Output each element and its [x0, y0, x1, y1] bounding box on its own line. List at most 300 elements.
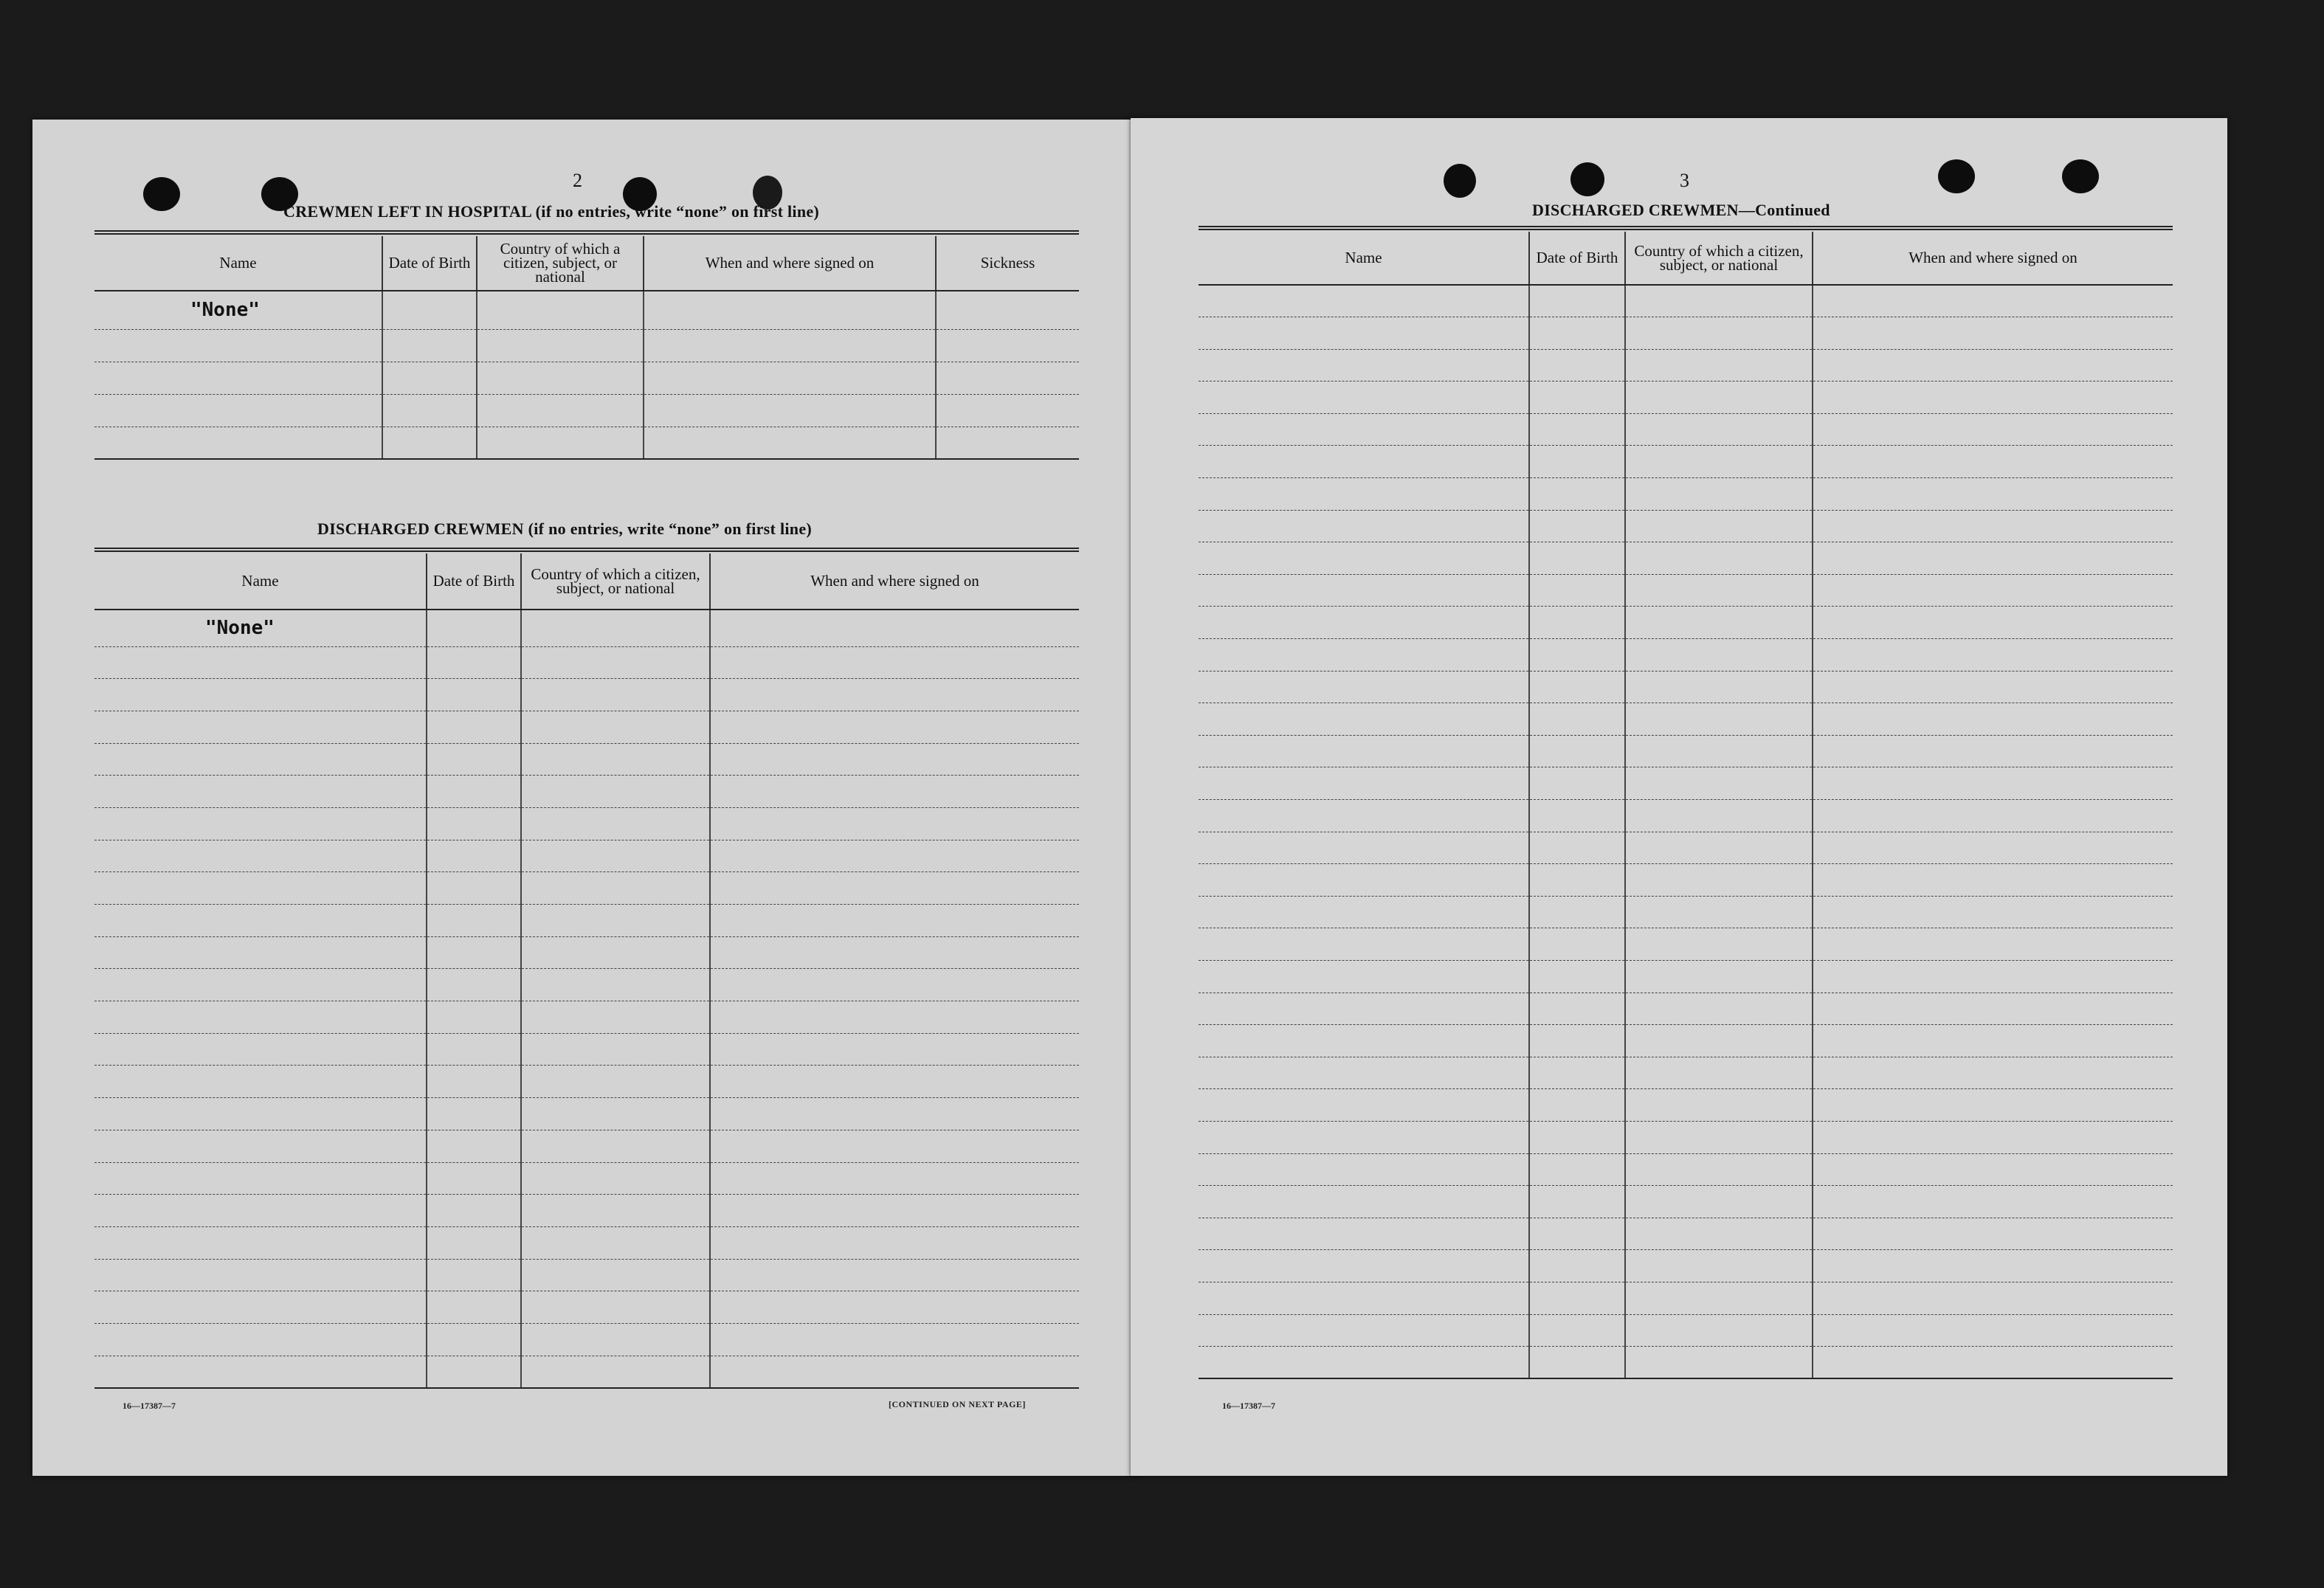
table-cell[interactable] — [94, 936, 427, 969]
table-cell[interactable] — [1625, 446, 1813, 478]
table-cell[interactable] — [94, 1098, 427, 1130]
table-cell[interactable] — [1199, 1153, 1529, 1186]
table-row — [1199, 639, 2173, 672]
table-cell[interactable] — [1199, 992, 1529, 1025]
table-cell[interactable] — [94, 362, 382, 394]
table-row — [94, 646, 1079, 679]
table-cell[interactable] — [1625, 864, 1813, 897]
discharged-first-entry[interactable]: "None" — [94, 610, 427, 646]
table-cell[interactable] — [644, 291, 936, 329]
page-number: 3 — [1680, 170, 1689, 191]
table-cell[interactable] — [1813, 607, 2173, 639]
table-cell[interactable] — [521, 646, 710, 679]
table-cell[interactable] — [1813, 510, 2173, 542]
table-cell[interactable] — [1813, 349, 2173, 382]
table-cell[interactable] — [1813, 671, 2173, 703]
table-cell[interactable] — [521, 711, 710, 743]
table-cell[interactable] — [94, 743, 427, 776]
continued-title-main: DISCHARGED CREWMEN — [1532, 201, 1739, 219]
continued-note: [CONTINUED ON NEXT PAGE] — [889, 1399, 1026, 1409]
table-cell[interactable] — [521, 969, 710, 1001]
table-cell[interactable] — [382, 329, 477, 362]
table-cell[interactable] — [427, 1195, 521, 1227]
table-cell[interactable] — [521, 872, 710, 905]
table-cell[interactable] — [1813, 992, 2173, 1025]
table-cell[interactable] — [477, 394, 644, 427]
table-cell[interactable] — [1813, 1250, 2173, 1283]
table-cell[interactable] — [94, 711, 427, 743]
table-cell[interactable] — [710, 1259, 1079, 1291]
table-cell[interactable] — [427, 1323, 521, 1356]
table-cell[interactable] — [382, 394, 477, 427]
table-cell[interactable] — [710, 1162, 1079, 1195]
table-cell[interactable] — [477, 291, 644, 329]
table-cell[interactable] — [1199, 1250, 1529, 1283]
table-cell[interactable] — [1813, 317, 2173, 350]
table-cell[interactable] — [1529, 671, 1625, 703]
table-row — [1199, 992, 2173, 1025]
table-cell[interactable] — [1625, 1153, 1813, 1186]
table-cell[interactable] — [1199, 896, 1529, 928]
table-row — [94, 872, 1079, 905]
table-row — [94, 1098, 1079, 1130]
table-row — [1199, 864, 2173, 897]
table-row — [1199, 382, 2173, 414]
table-cell[interactable] — [1529, 864, 1625, 897]
table-cell[interactable] — [1625, 607, 1813, 639]
table-cell[interactable] — [1199, 510, 1529, 542]
table-cell[interactable] — [94, 427, 382, 459]
table-cell[interactable] — [1199, 285, 1529, 317]
table-row — [94, 905, 1079, 937]
table-cell[interactable] — [1813, 1057, 2173, 1089]
table-cell[interactable] — [521, 610, 710, 646]
table-row — [1199, 1186, 2173, 1218]
table-cell[interactable] — [1529, 1282, 1625, 1314]
table-cell[interactable] — [1199, 1282, 1529, 1314]
table-row — [1199, 1250, 2173, 1283]
table-cell[interactable] — [1199, 349, 1529, 382]
table-cell[interactable] — [1813, 960, 2173, 992]
table-row — [1199, 800, 2173, 832]
table-row — [1199, 349, 2173, 382]
table-cell[interactable] — [1199, 478, 1529, 511]
table-cell[interactable] — [477, 362, 644, 394]
table-cell[interactable] — [1199, 542, 1529, 575]
table-cell[interactable] — [1813, 1347, 2173, 1379]
table-cell[interactable] — [936, 427, 1079, 459]
table-cell[interactable] — [1199, 1025, 1529, 1057]
table-cell[interactable] — [521, 1195, 710, 1227]
table-cell[interactable] — [1199, 382, 1529, 414]
table-cell[interactable] — [1625, 1025, 1813, 1057]
table-cell[interactable] — [1813, 1218, 2173, 1250]
table-cell[interactable] — [710, 679, 1079, 711]
table-cell[interactable] — [427, 1001, 521, 1034]
table-cell[interactable] — [1199, 1089, 1529, 1122]
table-row — [94, 1259, 1079, 1291]
table-cell[interactable] — [1199, 1121, 1529, 1153]
table-cell[interactable] — [1625, 800, 1813, 832]
table-cell[interactable] — [644, 394, 936, 427]
continued-section-title — [1532, 201, 1830, 220]
table-cell[interactable] — [521, 1226, 710, 1259]
table-cell[interactable] — [1813, 1025, 2173, 1057]
table-cell[interactable] — [1529, 1153, 1625, 1186]
table-cell[interactable] — [94, 329, 382, 362]
table-cell[interactable] — [521, 1066, 710, 1098]
table-cell[interactable] — [94, 394, 382, 427]
table-cell[interactable] — [477, 329, 644, 362]
table-cell[interactable] — [1813, 767, 2173, 800]
table-cell[interactable] — [1625, 542, 1813, 575]
hospital-first-entry[interactable]: "None" — [94, 291, 382, 329]
table-cell[interactable] — [710, 905, 1079, 937]
table-cell[interactable] — [94, 1323, 427, 1356]
table-cell[interactable] — [427, 1162, 521, 1195]
table-cell[interactable] — [710, 1356, 1079, 1388]
table-cell[interactable] — [710, 776, 1079, 808]
table-cell[interactable] — [94, 840, 427, 872]
table-row — [94, 1001, 1079, 1034]
table-row — [94, 1162, 1079, 1195]
table-cell[interactable] — [94, 1259, 427, 1291]
table-cell[interactable] — [1199, 960, 1529, 992]
discharged-top-rule — [94, 548, 1079, 552]
table-cell[interactable] — [1625, 832, 1813, 864]
table-cell[interactable] — [1813, 1121, 2173, 1153]
table-cell[interactable] — [1625, 735, 1813, 767]
table-cell[interactable] — [521, 1323, 710, 1356]
table-cell[interactable] — [94, 1291, 427, 1324]
table-row — [1199, 928, 2173, 961]
table-cell[interactable] — [94, 807, 427, 840]
table-cell[interactable] — [1625, 382, 1813, 414]
table-cell[interactable] — [1529, 928, 1625, 961]
table-cell[interactable] — [94, 1162, 427, 1195]
table-cell[interactable] — [710, 1226, 1079, 1259]
table-cell[interactable] — [1625, 767, 1813, 800]
table-cell[interactable] — [1625, 960, 1813, 992]
table-cell[interactable] — [1529, 510, 1625, 542]
table-cell[interactable] — [1529, 800, 1625, 832]
table-cell[interactable] — [1529, 639, 1625, 672]
table-cell[interactable] — [382, 427, 477, 459]
table-cell[interactable] — [936, 329, 1079, 362]
table-cell[interactable] — [1529, 1057, 1625, 1089]
table-cell[interactable] — [1199, 413, 1529, 446]
table-cell[interactable] — [521, 1291, 710, 1324]
table-cell[interactable] — [1529, 349, 1625, 382]
table-cell[interactable] — [1529, 285, 1625, 317]
discharged-table — [94, 553, 1079, 1389]
table-cell[interactable] — [1199, 800, 1529, 832]
table-cell[interactable] — [521, 776, 710, 808]
table-cell[interactable] — [1813, 542, 2173, 575]
table-cell[interactable] — [1813, 864, 2173, 897]
table-cell[interactable] — [1625, 1186, 1813, 1218]
table-row — [1199, 1057, 2173, 1089]
table-cell[interactable] — [1625, 317, 1813, 350]
table-cell[interactable] — [1625, 285, 1813, 317]
table-cell[interactable] — [1625, 1089, 1813, 1122]
right-page — [1131, 118, 2227, 1476]
table-cell[interactable] — [1813, 735, 2173, 767]
table-cell[interactable] — [1199, 1186, 1529, 1218]
table-cell[interactable] — [521, 679, 710, 711]
table-cell[interactable] — [1625, 671, 1813, 703]
table-cell[interactable] — [521, 936, 710, 969]
table-cell[interactable] — [1529, 960, 1625, 992]
table-cell[interactable] — [427, 1259, 521, 1291]
table-cell[interactable] — [1199, 864, 1529, 897]
table-cell[interactable] — [1625, 1057, 1813, 1089]
table-cell[interactable] — [710, 1066, 1079, 1098]
table-cell[interactable] — [1625, 1282, 1813, 1314]
table-row — [1199, 1089, 2173, 1122]
table-cell[interactable] — [1813, 896, 2173, 928]
table-cell[interactable] — [427, 1356, 521, 1388]
table-cell[interactable] — [1529, 1121, 1625, 1153]
table-cell[interactable] — [1529, 832, 1625, 864]
table-cell[interactable] — [94, 1001, 427, 1034]
table-cell[interactable] — [521, 1130, 710, 1162]
table-cell[interactable] — [427, 969, 521, 1001]
table-cell[interactable] — [710, 743, 1079, 776]
table-cell[interactable] — [1625, 478, 1813, 511]
table-cell[interactable] — [1199, 767, 1529, 800]
table-cell[interactable] — [710, 1130, 1079, 1162]
table-cell[interactable] — [1199, 446, 1529, 478]
table-cell[interactable] — [1625, 703, 1813, 736]
table-cell[interactable] — [1199, 671, 1529, 703]
table-cell[interactable] — [936, 291, 1079, 329]
table-cell[interactable] — [710, 1291, 1079, 1324]
table-cell[interactable] — [1199, 1057, 1529, 1089]
table-cell[interactable] — [1199, 703, 1529, 736]
table-cell[interactable] — [1625, 574, 1813, 607]
table-cell[interactable] — [427, 1226, 521, 1259]
table-row — [94, 1291, 1079, 1324]
table-cell[interactable] — [1199, 317, 1529, 350]
table-cell[interactable] — [1625, 349, 1813, 382]
table-cell[interactable] — [427, 1130, 521, 1162]
table-cell[interactable] — [710, 610, 1079, 646]
table-cell[interactable] — [1813, 1314, 2173, 1347]
table-cell[interactable] — [1625, 1218, 1813, 1250]
table-cell[interactable] — [1529, 1025, 1625, 1057]
table-cell[interactable] — [94, 872, 427, 905]
table-cell[interactable] — [1625, 510, 1813, 542]
table-cell[interactable] — [1529, 1218, 1625, 1250]
table-cell[interactable] — [1529, 896, 1625, 928]
table-cell[interactable] — [1529, 382, 1625, 414]
table-cell[interactable] — [427, 610, 521, 646]
table-cell[interactable] — [94, 1195, 427, 1227]
table-cell[interactable] — [1625, 1347, 1813, 1379]
table-cell[interactable] — [1625, 1314, 1813, 1347]
hospital-title-main: CREWMEN LEFT IN HOSPITAL — [283, 202, 531, 221]
table-row — [1199, 542, 2173, 575]
table-cell[interactable] — [521, 1259, 710, 1291]
table-cell[interactable] — [1625, 413, 1813, 446]
table-cell[interactable] — [94, 776, 427, 808]
table-cell[interactable] — [521, 1356, 710, 1388]
form-code: 16—17387—7 — [123, 1401, 176, 1411]
table-cell[interactable] — [644, 362, 936, 394]
table-cell[interactable] — [427, 1033, 521, 1066]
table-cell[interactable] — [1199, 639, 1529, 672]
table-cell[interactable] — [94, 969, 427, 1001]
table-cell[interactable] — [1199, 735, 1529, 767]
table-cell[interactable] — [521, 1033, 710, 1066]
table-cell[interactable] — [1813, 446, 2173, 478]
table-cell[interactable] — [1529, 703, 1625, 736]
table-cell[interactable] — [382, 291, 477, 329]
table-cell[interactable] — [94, 1356, 427, 1388]
table-cell[interactable] — [1625, 1250, 1813, 1283]
table-cell[interactable] — [1625, 992, 1813, 1025]
table-cell[interactable] — [94, 679, 427, 711]
table-cell[interactable] — [1813, 478, 2173, 511]
table-cell[interactable] — [521, 1001, 710, 1034]
table-cell[interactable] — [1529, 1347, 1625, 1379]
table-cell[interactable] — [1625, 639, 1813, 672]
table-row — [1199, 510, 2173, 542]
table-cell[interactable] — [1529, 735, 1625, 767]
table-cell[interactable] — [1199, 607, 1529, 639]
table-cell[interactable] — [1813, 928, 2173, 961]
table-cell[interactable] — [1199, 1314, 1529, 1347]
table-row — [94, 743, 1079, 776]
table-row — [94, 1226, 1079, 1259]
table-cell[interactable] — [1813, 1186, 2173, 1218]
table-cell[interactable] — [710, 1001, 1079, 1034]
table-cell[interactable] — [1813, 382, 2173, 414]
table-cell[interactable] — [94, 1066, 427, 1098]
table-cell[interactable] — [1529, 542, 1625, 575]
table-cell[interactable] — [710, 1323, 1079, 1356]
table-cell[interactable] — [1529, 1089, 1625, 1122]
table-cell[interactable] — [94, 646, 427, 679]
table-cell[interactable] — [427, 776, 521, 808]
table-cell[interactable] — [1813, 1089, 2173, 1122]
discharged-title-sub: (if no entries, write “none” on first line) — [528, 519, 813, 538]
table-cell[interactable] — [477, 427, 644, 459]
table-cell[interactable] — [1529, 992, 1625, 1025]
table-cell[interactable] — [1625, 928, 1813, 961]
table-cell[interactable] — [427, 711, 521, 743]
table-cell[interactable] — [427, 1291, 521, 1324]
table-cell[interactable] — [521, 905, 710, 937]
table-cell[interactable] — [521, 1162, 710, 1195]
table-cell[interactable] — [1529, 1314, 1625, 1347]
table-cell[interactable] — [521, 1098, 710, 1130]
table-cell[interactable] — [1813, 703, 2173, 736]
table-cell[interactable] — [1625, 896, 1813, 928]
table-cell[interactable] — [1199, 574, 1529, 607]
col-header-signed-on: When and where signed on — [710, 553, 1079, 610]
table-cell[interactable] — [1813, 285, 2173, 317]
table-cell[interactable] — [427, 840, 521, 872]
table-cell[interactable] — [936, 394, 1079, 427]
table-cell[interactable] — [1529, 446, 1625, 478]
table-row — [1199, 1218, 2173, 1250]
table-cell[interactable] — [644, 329, 936, 362]
table-cell[interactable] — [1813, 1282, 2173, 1314]
table-cell[interactable] — [427, 743, 521, 776]
table-row — [1199, 896, 2173, 928]
punch-hole — [2062, 159, 2099, 193]
table-cell[interactable] — [521, 743, 710, 776]
table-cell[interactable] — [427, 872, 521, 905]
table-cell[interactable] — [710, 840, 1079, 872]
table-cell[interactable] — [94, 1130, 427, 1162]
punch-hole — [1938, 159, 1975, 193]
table-cell[interactable] — [427, 646, 521, 679]
table-cell[interactable] — [1529, 478, 1625, 511]
table-cell[interactable] — [710, 872, 1079, 905]
table-cell[interactable] — [710, 1033, 1079, 1066]
col-header-name: Name — [94, 553, 427, 610]
table-cell[interactable] — [710, 807, 1079, 840]
table-cell[interactable] — [427, 1066, 521, 1098]
table-cell[interactable] — [427, 807, 521, 840]
table-cell[interactable] — [427, 905, 521, 937]
col-header-date-of-birth: Date of Birth — [427, 553, 521, 610]
table-cell[interactable] — [710, 1195, 1079, 1227]
table-cell[interactable] — [1199, 1218, 1529, 1250]
table-cell[interactable] — [1813, 800, 2173, 832]
table-cell[interactable] — [1199, 928, 1529, 961]
col-header-signed-on: When and where signed on — [1813, 232, 2173, 285]
table-cell[interactable] — [1813, 1153, 2173, 1186]
table-cell[interactable] — [94, 1226, 427, 1259]
table-cell[interactable] — [1529, 574, 1625, 607]
table-cell[interactable] — [936, 362, 1079, 394]
table-cell[interactable] — [710, 1098, 1079, 1130]
table-cell[interactable] — [1199, 832, 1529, 864]
table-cell[interactable] — [94, 905, 427, 937]
table-cell[interactable] — [521, 807, 710, 840]
table-cell[interactable] — [1529, 413, 1625, 446]
table-cell[interactable] — [427, 936, 521, 969]
table-cell[interactable] — [521, 840, 710, 872]
table-cell[interactable] — [710, 646, 1079, 679]
table-cell[interactable] — [1529, 1250, 1625, 1283]
table-cell[interactable] — [1529, 1186, 1625, 1218]
table-cell[interactable] — [710, 969, 1079, 1001]
table-cell[interactable] — [1813, 413, 2173, 446]
table-cell[interactable] — [1529, 607, 1625, 639]
table-row — [94, 1033, 1079, 1066]
table-cell[interactable] — [710, 711, 1079, 743]
table-cell[interactable] — [382, 362, 477, 394]
table-cell[interactable] — [1199, 1347, 1529, 1379]
table-cell[interactable] — [1813, 832, 2173, 864]
table-cell[interactable] — [1625, 1121, 1813, 1153]
table-cell[interactable] — [710, 936, 1079, 969]
table-cell[interactable] — [94, 1033, 427, 1066]
table-cell[interactable] — [427, 679, 521, 711]
table-cell[interactable] — [644, 427, 936, 459]
table-cell[interactable] — [1813, 574, 2173, 607]
table-cell[interactable] — [1813, 639, 2173, 672]
table-cell[interactable] — [427, 1098, 521, 1130]
table-cell[interactable] — [1529, 767, 1625, 800]
table-row — [94, 969, 1079, 1001]
table-cell[interactable] — [1529, 317, 1625, 350]
